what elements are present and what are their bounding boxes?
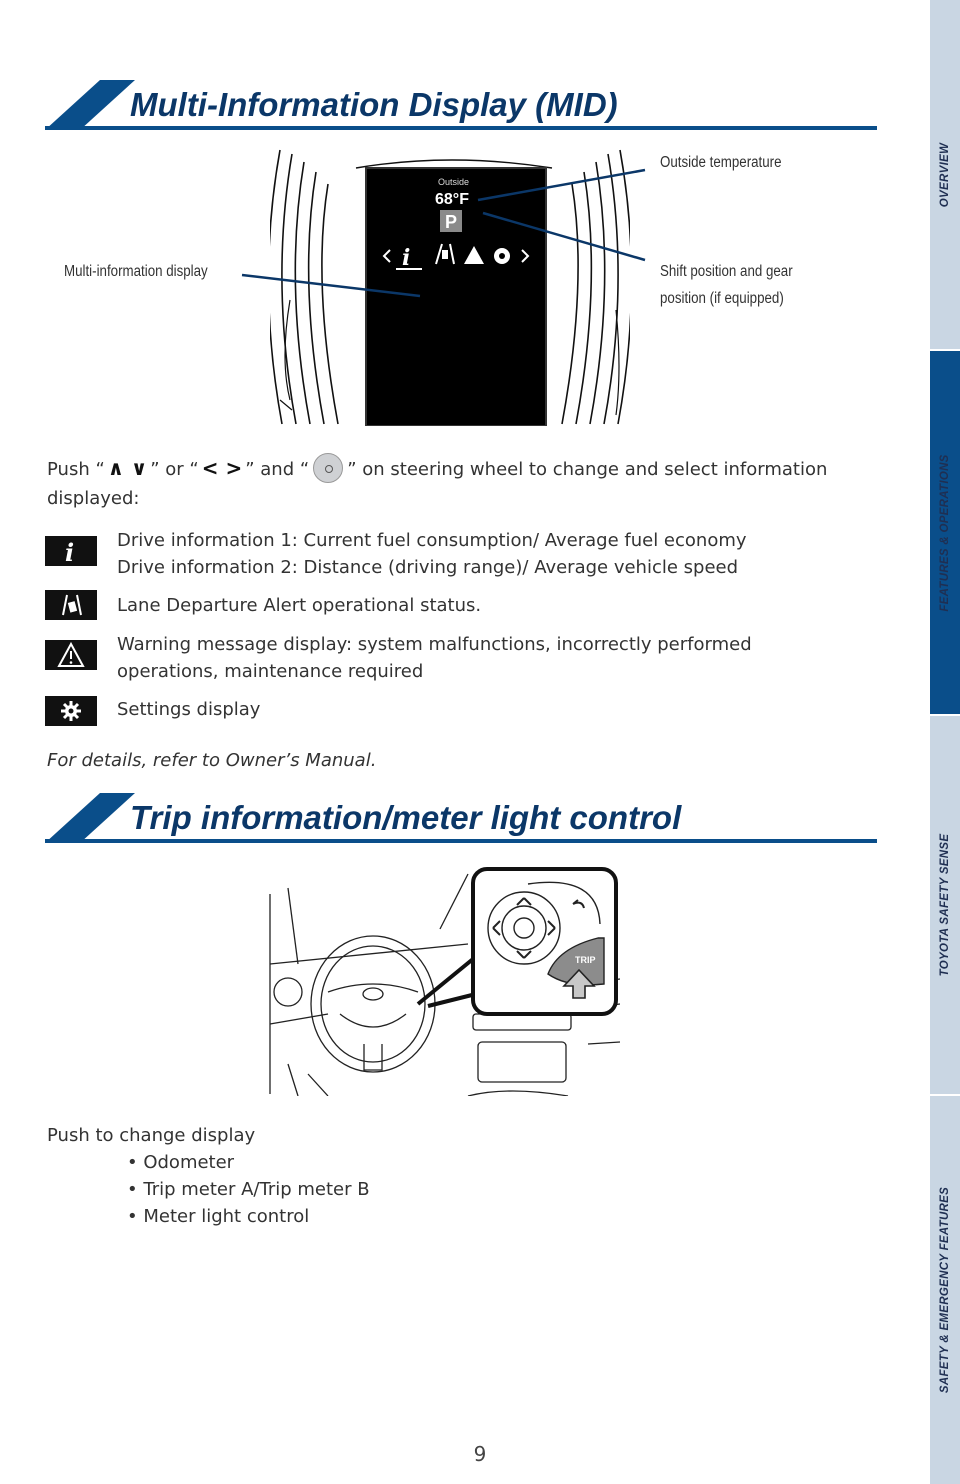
callout-shift-line2: position (if equipped) <box>660 290 784 307</box>
warning-line1: Warning message display: system malfunctions, incorrectly performed <box>117 634 752 655</box>
warning-text <box>117 631 877 685</box>
screen-info-icon: i <box>402 245 411 271</box>
lane-departure-text: Lane Departure Alert operational status. <box>117 595 482 616</box>
trip-display-list <box>127 1149 370 1230</box>
trip-section-title: Trip information/meter light control <box>130 799 682 836</box>
settings-gear-icon <box>45 696 97 726</box>
owners-manual-note: For details, refer to Owner’s Manual. <box>47 750 377 771</box>
push-text-part3: ” and “ <box>245 459 310 480</box>
tab-emergency-label: SAFETY & EMERGENCY FEATURES <box>939 1186 951 1393</box>
push-text-part2: ” or “ <box>150 459 199 480</box>
tab-features-label: FEATURES & OPERATIONS <box>939 453 951 612</box>
push-instruction <box>47 455 877 512</box>
info-icon <box>45 536 97 566</box>
push-text-part1: Push “ <box>47 459 105 480</box>
settings-text: Settings display <box>117 699 261 720</box>
push-text-part4: ” on steering wheel to change and select information displayed: <box>47 459 828 509</box>
screen-temperature-readout: 68°F <box>435 191 469 208</box>
callout-shift-line1: Shift position and gear <box>660 263 793 280</box>
tab-divider <box>930 714 960 716</box>
trip-description <box>47 1122 370 1230</box>
callout-shift-position <box>660 258 793 312</box>
list-item: • Meter light control <box>127 1206 310 1227</box>
header-accent-stripe <box>45 793 135 843</box>
trip-button-label: TRIP <box>575 955 596 965</box>
drive-info-line2: Drive information 2: Distance (driving range)/ Average vehicle speed <box>117 557 739 578</box>
list-item: • Odometer <box>127 1152 235 1173</box>
header-rule <box>45 839 877 843</box>
callout-outside-temperature: Outside temperature <box>660 154 782 171</box>
tab-toyota-safety-sense[interactable] <box>930 715 960 1095</box>
warning-icon <box>45 640 97 670</box>
up-down-arrows-icon: ∧ ∨ <box>107 456 148 480</box>
left-right-arrows-icon: < > <box>201 456 243 480</box>
page-number: 9 <box>473 1442 487 1466</box>
drive-info-text <box>117 527 877 581</box>
drive-info-line1: Drive information 1: Current fuel consumption/ Average fuel economy <box>117 530 747 551</box>
tab-safety-label: TOYOTA SAFETY SENSE <box>939 833 951 977</box>
trip-section-header <box>45 793 877 843</box>
mid-section-title: Multi-Information Display (MID) <box>130 86 618 123</box>
tab-safety-emergency[interactable] <box>930 1095 960 1484</box>
warning-line2: operations, maintenance required <box>117 661 424 682</box>
ok-button-icon <box>313 453 343 483</box>
screen-outside-label: Outside <box>438 177 470 187</box>
callout-multi-information-display: Multi-information display <box>64 263 208 280</box>
lane-departure-icon <box>45 590 97 620</box>
list-item: • Trip meter A/Trip meter B <box>127 1179 370 1200</box>
trip-intro: Push to change display <box>47 1125 256 1146</box>
tab-divider <box>930 1094 960 1096</box>
steering-wheel-trip-illustration <box>268 864 620 1096</box>
svg-text:i: i <box>65 538 75 566</box>
mid-callout-leaders <box>0 0 960 440</box>
screen-gear-indicator: P <box>445 212 458 232</box>
tab-overview-label: OVERVIEW <box>939 142 951 208</box>
